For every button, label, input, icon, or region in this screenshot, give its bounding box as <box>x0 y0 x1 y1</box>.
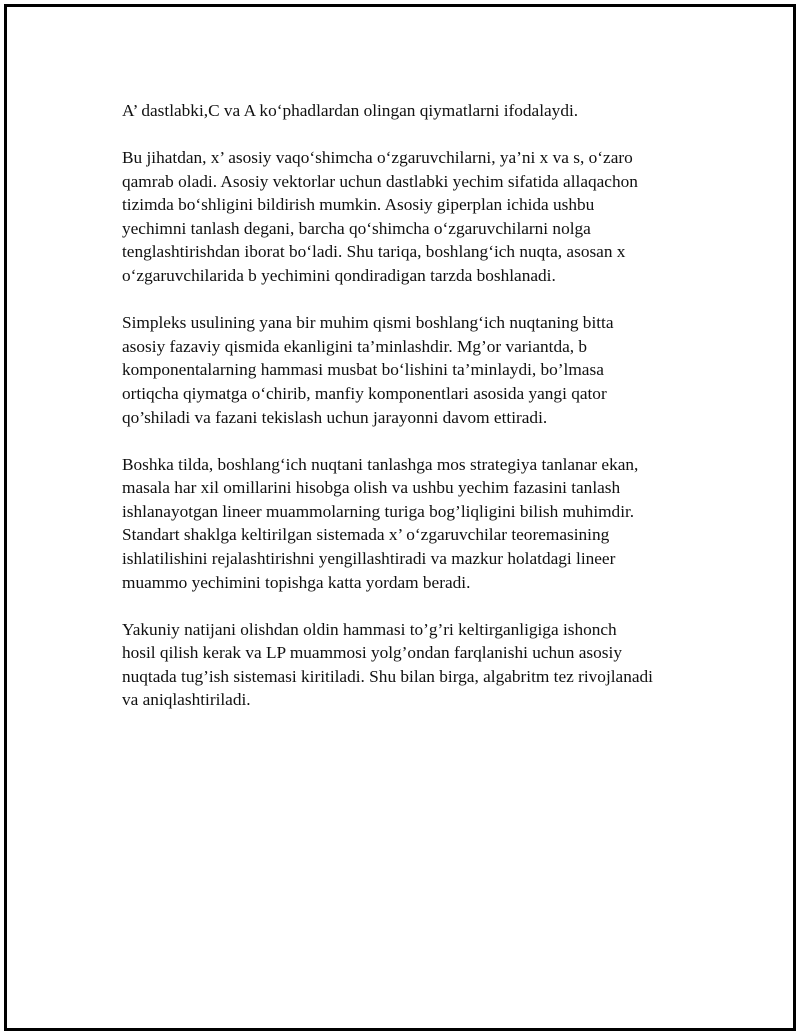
text-line: tizimda bo‘shligini bildirish mumkin. Asosiy giperplan ichida ushbu <box>122 195 595 215</box>
text-line: Standart shaklga keltirilgan sistemada x’ o‘zgaruvchilar teoremasining <box>122 525 610 545</box>
text-line: Boshka tilda, boshlang‘ich nuqtani tanlashga mos strategiya tanlanar ekan, <box>122 454 639 474</box>
text-line: asosiy fazaviy qismida ekanligini ta’minlashdir. Mg’or variantda, b <box>122 336 588 356</box>
paragraph-2 <box>122 146 712 288</box>
text-line: masala har xil omillarini hisobga olish va ushbu yechim fazasini tanlash <box>122 478 621 498</box>
text-line: komponentalarning hammasi musbat bo‘lishini ta’minlaydi, bo’lmasa <box>122 360 604 380</box>
text-line: qo’shiladi va fazani tekislash uchun jarayonni davom ettiradi. <box>122 407 548 427</box>
paragraph-3 <box>122 311 712 429</box>
text-line: hosil qilish kerak va LP muammosi yolg’ondan farqlanishi uchun asosiy <box>122 643 622 663</box>
text-line: Yakuniy natijani olishdan oldin hammasi to’g’ri keltirganligiga ishonch <box>122 619 617 639</box>
text-line: ortiqcha qiymatga o‘chirib, manfiy komponentlari asosida yangi qator <box>122 383 607 403</box>
text-line: va aniqlashtiriladi. <box>122 690 251 710</box>
document-body <box>122 99 712 736</box>
text-line: nuqtada tug’ish sistemasi kiritiladi. Shu bilan birga, algabritm tez rivojlanadi <box>122 666 653 686</box>
text-line: A’ dastlabki,C va A ko‘phadlardan olingan qiymatlarni ifodalaydi. <box>122 101 579 120</box>
paragraph-4 <box>122 453 712 595</box>
text-line: Bu jihatdan, x’ asosiy vaqo‘shimcha o‘zgaruvchilarni, ya’ni x va s, o‘zaro <box>122 148 633 168</box>
text-line: ishlanayotgan lineer muammolarning turiga bog’liqligini bilish muhimdir. <box>122 501 635 521</box>
text-line: ishlatilishini rejalashtirishni yengillashtiradi va mazkur holatdagi lineer <box>122 549 616 568</box>
text-line: o‘zgaruvchilarida b yechimini qondiradigan tarzda boshlanadi. <box>122 266 556 286</box>
text-line: tenglashtirishdan iborat bo‘ladi. Shu tariqa, boshlang‘ich nuqta, asosan x <box>122 242 626 262</box>
paragraph-5 <box>122 618 712 712</box>
paragraph-1 <box>122 99 712 123</box>
text-line: muammo yechimini topishga katta yordam beradi. <box>122 572 471 592</box>
page-border <box>4 4 796 1031</box>
text-line: yechimni tanlash degani, barcha qo‘shimcha o‘zgaruvchilarni nolga <box>122 218 591 238</box>
text-line: qamrab oladi. Asosiy vektorlar uchun dastlabki yechim sifatida allaqachon <box>122 171 638 191</box>
text-line: Simpleks usulining yana bir muhim qismi boshlang‘ich nuqtaning bitta <box>122 313 614 333</box>
